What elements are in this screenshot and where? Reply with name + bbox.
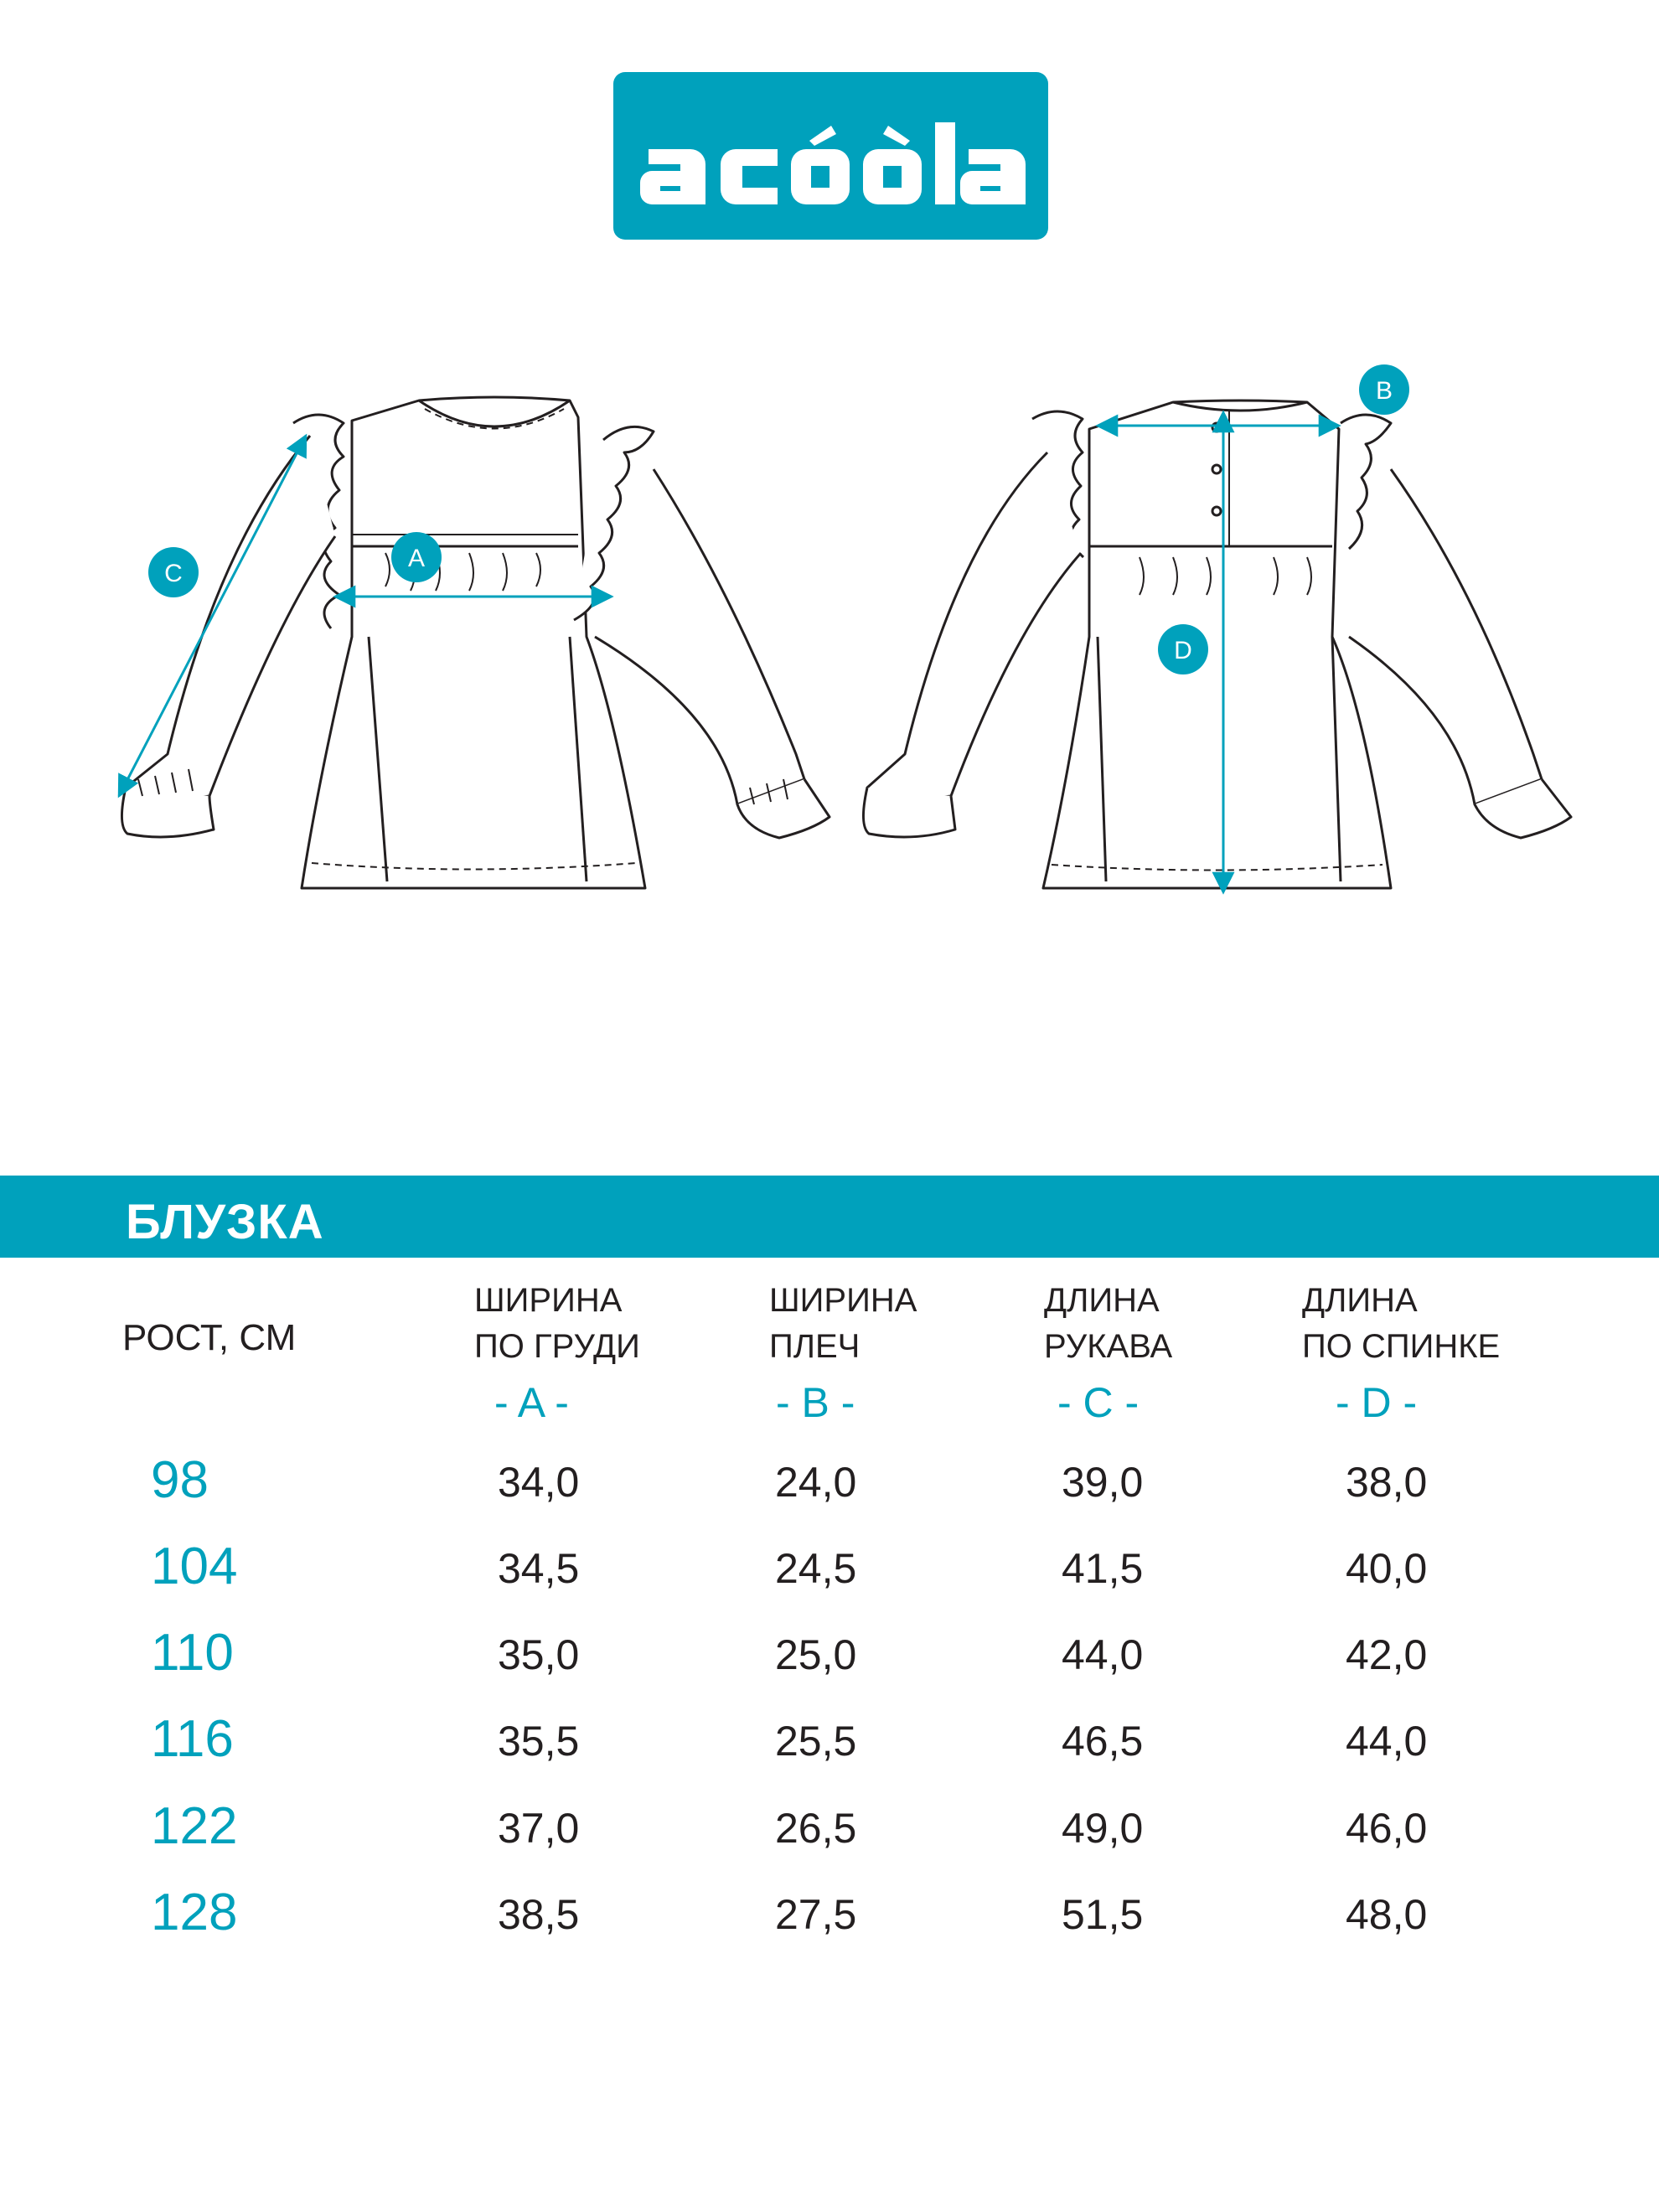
col-a-header xyxy=(474,1278,640,1370)
label-c: C xyxy=(164,560,183,587)
value-d: 48,0 xyxy=(1346,1891,1428,1938)
value-a: 38,5 xyxy=(498,1891,580,1938)
value-c: 39,0 xyxy=(1062,1459,1144,1506)
col-d-line1: ДЛИНА xyxy=(1302,1282,1418,1319)
value-c: 51,5 xyxy=(1062,1891,1144,1938)
label-b: B xyxy=(1375,377,1393,405)
value-a: 34,5 xyxy=(498,1545,580,1592)
label-a-badge xyxy=(391,532,442,582)
value-d: 44,0 xyxy=(1346,1718,1428,1765)
col-b-key: - B - xyxy=(776,1379,855,1426)
value-b: 25,0 xyxy=(775,1631,857,1678)
height-header: РОСТ, СМ xyxy=(122,1317,297,1358)
size-cell: 110 xyxy=(151,1624,234,1682)
col-b-line1: ШИРИНА xyxy=(769,1282,917,1319)
col-d-header xyxy=(1302,1278,1500,1370)
label-a: A xyxy=(407,545,426,572)
col-a-line1: ШИРИНА xyxy=(474,1282,623,1319)
label-b-badge xyxy=(1359,364,1409,415)
value-a: 35,5 xyxy=(498,1718,580,1765)
value-a: 35,0 xyxy=(498,1631,580,1678)
col-c-header xyxy=(1044,1278,1172,1370)
value-b: 25,5 xyxy=(775,1718,857,1765)
col-c-key: - C - xyxy=(1057,1379,1140,1426)
value-b: 26,5 xyxy=(775,1805,857,1852)
value-b: 24,5 xyxy=(775,1545,857,1592)
value-d: 42,0 xyxy=(1346,1631,1428,1678)
section-title: БЛУЗКА xyxy=(126,1195,324,1249)
size-cell: 104 xyxy=(151,1538,238,1595)
value-d: 38,0 xyxy=(1346,1459,1428,1506)
value-c: 41,5 xyxy=(1062,1545,1144,1592)
value-c: 49,0 xyxy=(1062,1805,1144,1852)
size-cell: 128 xyxy=(151,1884,238,1941)
value-d: 40,0 xyxy=(1346,1545,1428,1592)
value-d: 46,0 xyxy=(1346,1805,1428,1852)
value-b: 27,5 xyxy=(775,1891,857,1938)
back-view xyxy=(863,401,1571,888)
size-cell: 122 xyxy=(151,1797,238,1855)
col-d-line2: ПО СПИНКЕ xyxy=(1302,1328,1501,1365)
value-a: 37,0 xyxy=(498,1805,580,1852)
label-d: D xyxy=(1174,637,1192,664)
col-c-line2: РУКАВА xyxy=(1044,1328,1173,1365)
col-a-line2: ПО ГРУДИ xyxy=(474,1328,640,1365)
garment-diagram xyxy=(0,0,1659,938)
value-c: 44,0 xyxy=(1062,1631,1144,1678)
size-cell: 98 xyxy=(151,1451,209,1509)
col-a-key: - A - xyxy=(494,1379,569,1426)
value-a: 34,0 xyxy=(498,1459,580,1506)
col-c-line1: ДЛИНА xyxy=(1044,1282,1160,1319)
value-c: 46,5 xyxy=(1062,1718,1144,1765)
section-band xyxy=(0,1176,1659,1258)
size-cell: 116 xyxy=(151,1710,234,1768)
label-d-badge xyxy=(1158,624,1208,674)
front-view xyxy=(121,397,830,888)
label-c-badge xyxy=(148,547,199,597)
col-b-header xyxy=(769,1278,917,1370)
col-d-key: - D - xyxy=(1336,1379,1418,1426)
value-b: 24,0 xyxy=(775,1459,857,1506)
col-b-line2: ПЛЕЧ xyxy=(769,1328,861,1365)
